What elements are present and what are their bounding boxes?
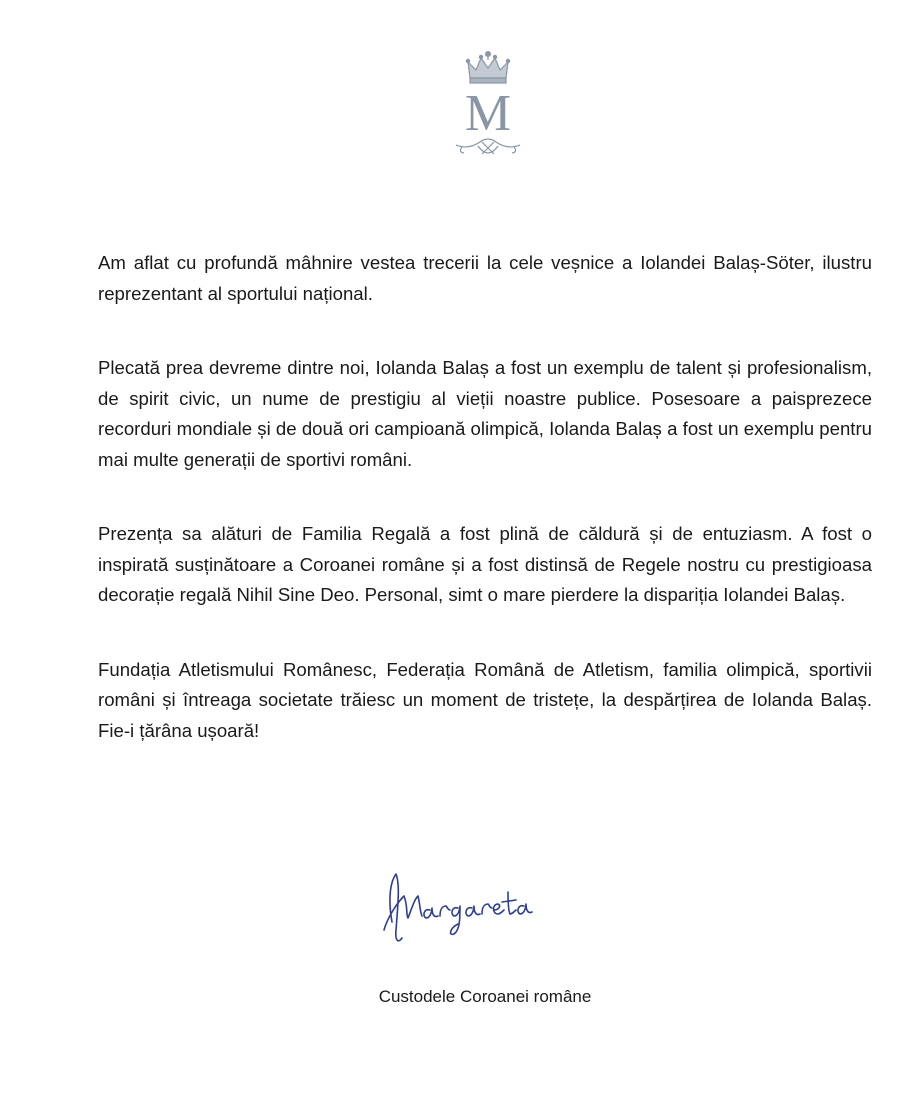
paragraph-condolence: Am aflat cu profundă mâhnire vestea trecerii la cele veșnice a Iolandei Balaș-Söter, ilustru reprezentant al sportului național. <box>98 252 872 304</box>
letter-body <box>98 248 872 790</box>
handwritten-signature <box>378 860 538 950</box>
signature-icon <box>378 860 538 950</box>
signatory-title: Custodele Coroanei române <box>378 987 592 1006</box>
paragraph-royal-family: Prezența sa alături de Familia Regală a fost plină de căldură și de entuziasm. A fost o inspirată susținătoare a Coroanei române și a fost distinsă de Regele nostru cu prestigioasa decorație regală Nihil Sine Deo. Personal, simt o mare pierdere la dispariția Iolandei Balaș. <box>98 523 872 605</box>
letterhead <box>448 50 528 165</box>
monogram-letter: M <box>464 85 512 142</box>
paragraph-tribute: Plecată prea devreme dintre noi, Iolanda Balaș a fost un exemplu de talent și profesionalism, de spirit civic, un nume de prestigiu al vieții noastre publice. Posesoare a paisprezece recorduri mondiale și de două ori campioană olimpică, Iolanda Balaș a fost un exemplu pentru mai multe generații de sportivi români. <box>98 357 872 470</box>
paragraph-farewell: Fundația Atletismului Românesc, Federația Română de Atletism, familia olimpică, sportivii români și întreaga societate trăiesc un moment de tristețe, la despărțirea de Iolanda Balaș. Fie-i țărâna ușoară! <box>98 658 872 741</box>
